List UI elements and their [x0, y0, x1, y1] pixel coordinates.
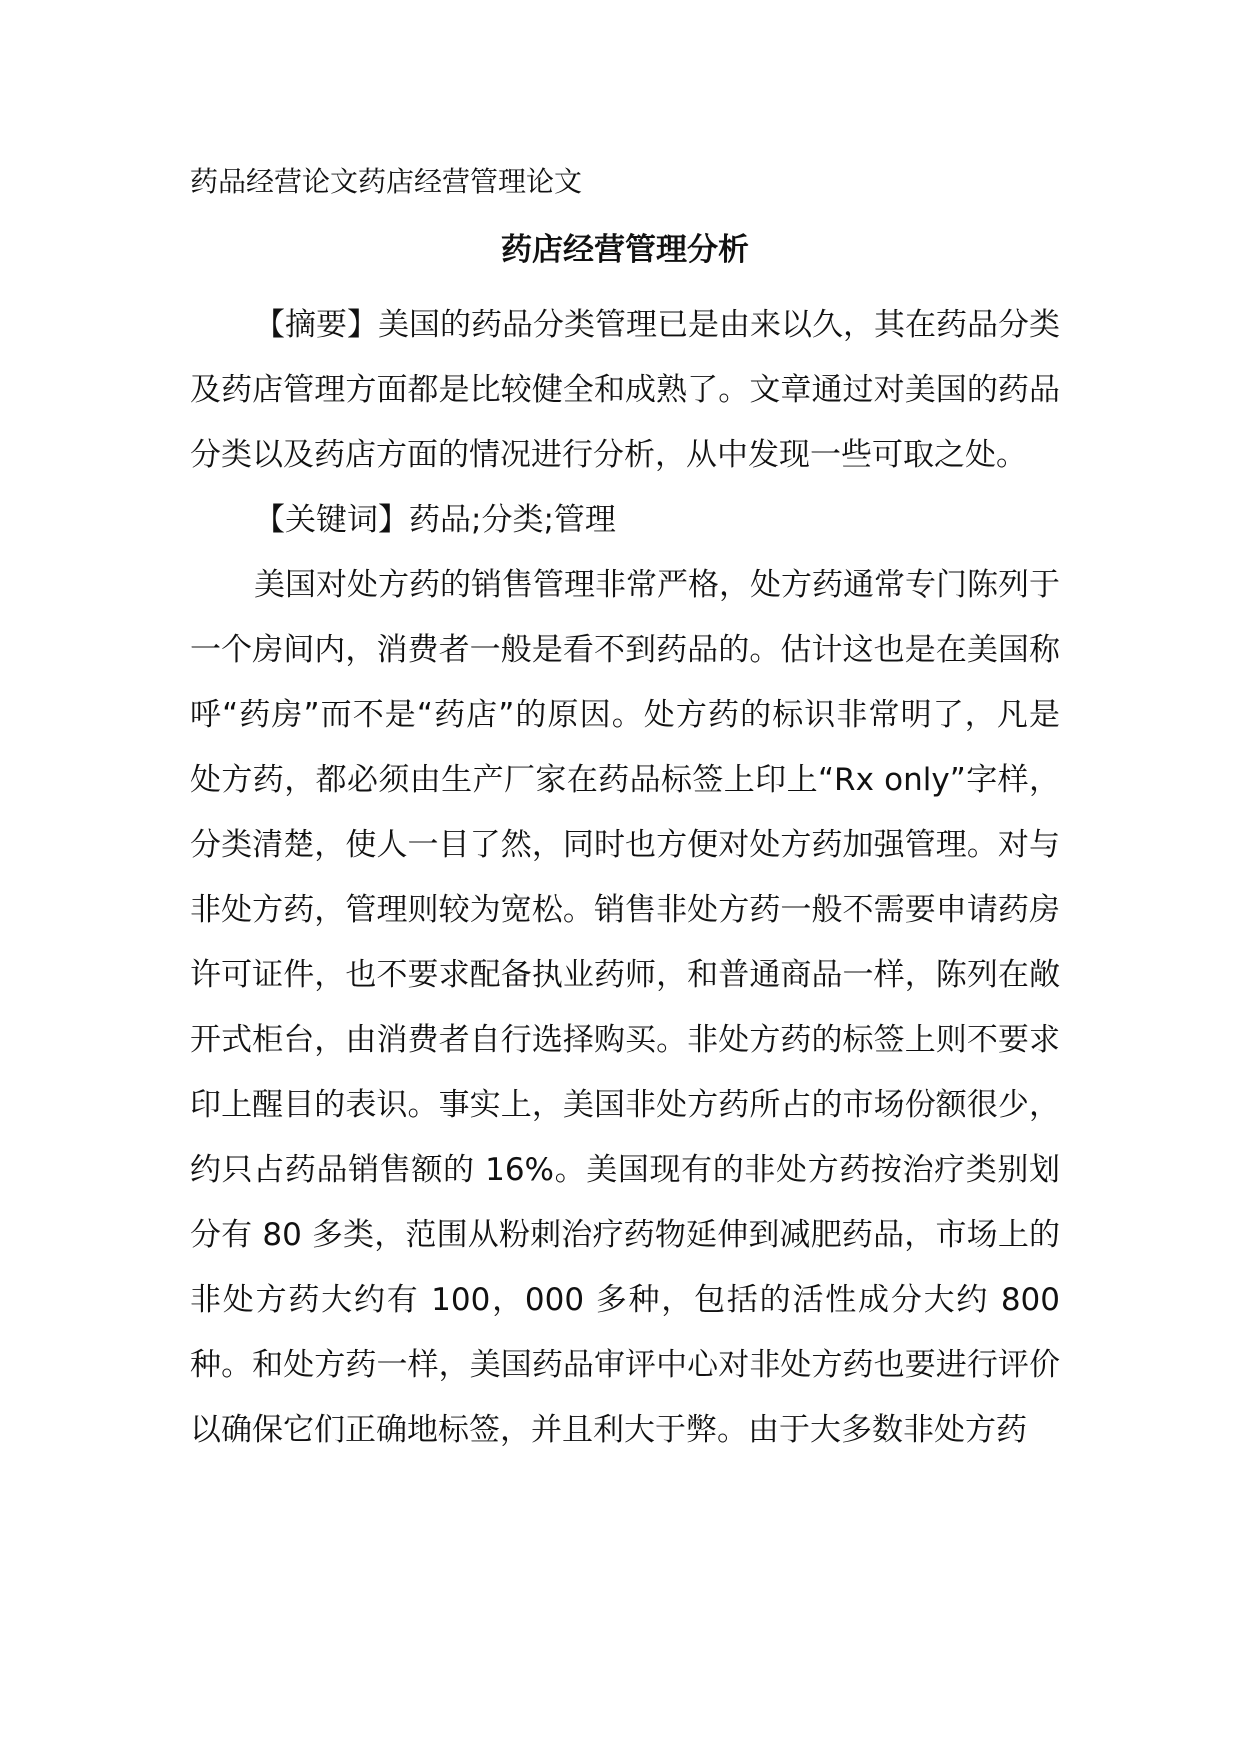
keywords-paragraph: 【关键词】药品;分类;管理: [254, 502, 616, 538]
body-paragraph: 美国对处方药的销售管理非常严格，处方药通常专门陈列于一个房间内，消费者一般是看不到药品的。估计这也是在美国称呼“药房”而不是“药店”的原因。处方药的标识非常明了，凡是处方药，都必须由生产厂家在药品标签上印上“Rx only”字样，分类清楚，使人一目了然，同时也方便对处方药加强管理。对与非处方药，管理则较为宽松。销售非处方药一般不需要申请药房许可证件，也不要求配备执业药师，和普通商品一样，陈列在敞开式柜台，由消费者自行选择购买。非处方药的标签上则不要求印上醒目的表识。事实上，美国非处方药所占的市场份额很少，约只占药品销售额的 16%。美国现有的非处方药按治疗类别划分有 80 多类，范围从粉刺治疗药物延伸到减肥药品，市场上的非处方药大约有 100，000 多种，包括的活性成分大约 800 种。和处方药一样，美国药品审评中心对非处方药也要进行评价以确保它们正确地标签，并且利大于弊。由于大多数非处方药: [190, 567, 1060, 1448]
article-title: 药店经营管理分析: [501, 232, 749, 268]
document-header: 药品经营论文药店经营管理论文: [190, 165, 583, 198]
abstract-paragraph: 【摘要】美国的药品分类管理已是由来以久，其在药品分类及药店管理方面都是比较健全和成熟了。文章通过对美国的药品分类以及药店方面的情况进行分析，从中发现一些可取之处。: [190, 307, 1060, 473]
article-content: [190, 293, 1060, 1463]
